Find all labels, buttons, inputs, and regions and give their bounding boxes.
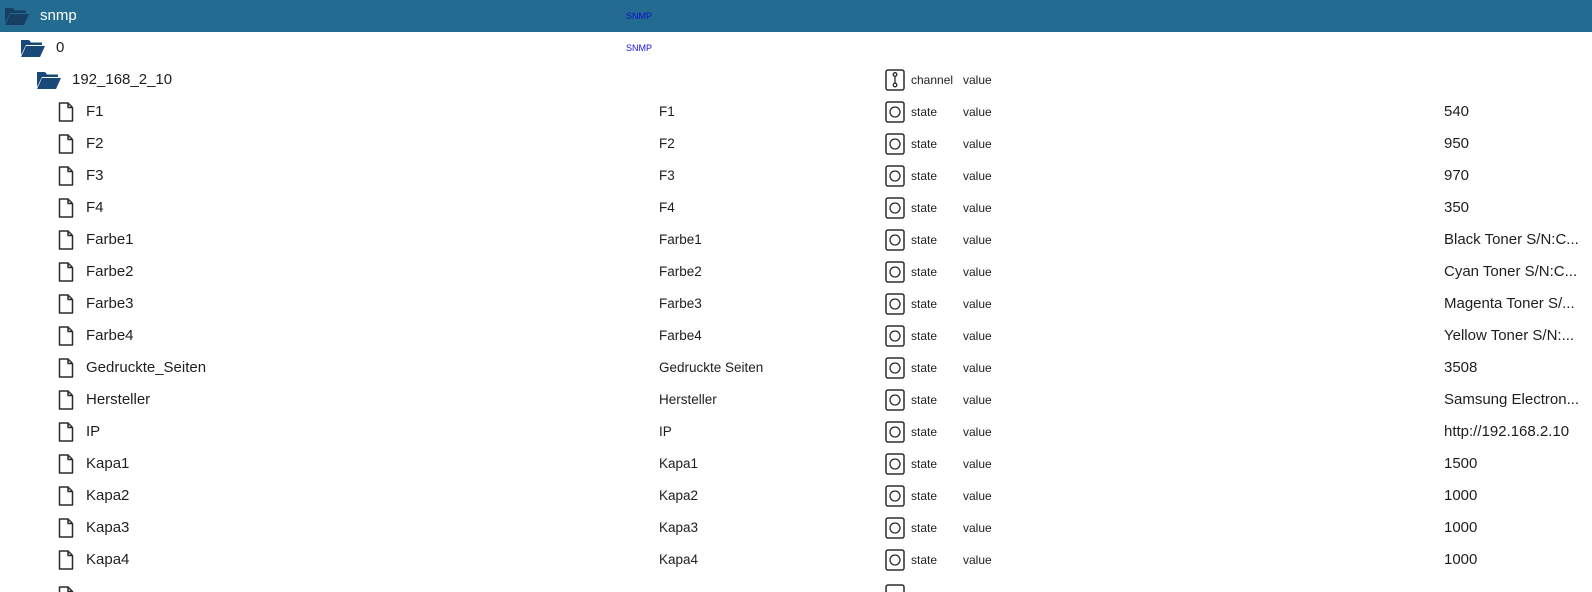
adapter-label: SNMP [626, 11, 653, 21]
state-icon [885, 517, 905, 539]
tree-row-state[interactable] [0, 352, 1592, 384]
object-role: value [963, 393, 992, 407]
state-icon [885, 389, 905, 411]
state-name: Farbe3 [86, 295, 134, 312]
file-icon [58, 416, 74, 448]
tree-row-state[interactable] [0, 128, 1592, 160]
object-role: value [963, 521, 992, 535]
file-icon [58, 544, 74, 576]
state-name: Kapa2 [86, 487, 130, 504]
state-value[interactable]: 950 [1444, 135, 1470, 152]
state-description: Farbe2 [659, 264, 702, 279]
state-value[interactable]: 1500 [1444, 455, 1478, 472]
state-description: Kapa1 [659, 456, 699, 471]
tree-row-state[interactable] [0, 512, 1592, 544]
file-icon [58, 580, 74, 592]
state-icon [885, 485, 905, 507]
file-icon [58, 224, 74, 256]
state-value[interactable]: 3508 [1444, 359, 1478, 376]
object-type: state [911, 521, 938, 535]
object-type: state [911, 329, 938, 343]
tree-row-state[interactable] [0, 384, 1592, 416]
state-name: Kapa1 [86, 455, 130, 472]
object-type: state [911, 137, 938, 151]
state-value[interactable]: 350 [1444, 199, 1470, 216]
object-type: state [911, 425, 938, 439]
object-role: value [963, 457, 992, 471]
object-role: value [963, 137, 992, 151]
object-role: value [963, 169, 992, 183]
file-icon [58, 160, 74, 192]
state-icon [885, 549, 905, 571]
object-type: state [911, 297, 938, 311]
file-icon [58, 288, 74, 320]
state-description: F2 [659, 136, 675, 151]
state-name: Kapa3 [86, 519, 130, 536]
tree-row-partial [0, 576, 1592, 592]
state-description: Kapa4 [659, 552, 699, 567]
state-name: Gedruckte_Seiten [86, 359, 207, 376]
object-type: state [911, 457, 938, 471]
state-name: Kapa4 [86, 551, 130, 568]
state-value[interactable]: Yellow Toner S/N:... [1444, 327, 1575, 344]
tree-row-state[interactable] [0, 448, 1592, 480]
folder-open-icon[interactable] [4, 0, 30, 32]
state-description: Hersteller [659, 392, 717, 407]
state-name: F3 [86, 167, 104, 184]
object-role: value [963, 425, 992, 439]
state-name: F2 [86, 135, 104, 152]
channel-icon [885, 69, 905, 91]
object-role: value [963, 201, 992, 215]
object-type: state [911, 361, 938, 375]
file-icon [58, 352, 74, 384]
state-icon [885, 421, 905, 443]
state-name: IP [86, 423, 101, 440]
file-icon [58, 128, 74, 160]
state-description: F4 [659, 200, 675, 215]
state-description: Kapa2 [659, 488, 699, 503]
state-value[interactable]: 970 [1444, 167, 1470, 184]
folder-open-icon[interactable] [20, 32, 46, 64]
object-role: value [963, 361, 992, 375]
state-name: Farbe2 [86, 263, 134, 280]
adapter-label: SNMP [626, 43, 653, 53]
state-name: Hersteller [86, 391, 151, 408]
state-name: F1 [86, 103, 104, 120]
state-value[interactable]: 540 [1444, 103, 1470, 120]
file-icon [58, 320, 74, 352]
object-role: value [963, 105, 992, 119]
state-name: Farbe4 [86, 327, 134, 344]
root-name: snmp [40, 7, 77, 24]
object-role: value [963, 265, 992, 279]
object-role: value [963, 297, 992, 311]
object-role: value [963, 329, 992, 343]
state-icon [885, 453, 905, 475]
state-description: Farbe3 [659, 296, 702, 311]
state-icon [885, 261, 905, 283]
tree-row-state[interactable] [0, 160, 1592, 192]
file-icon [58, 96, 74, 128]
tree-row-state[interactable] [0, 288, 1592, 320]
state-icon [885, 133, 905, 155]
file-icon [58, 192, 74, 224]
object-type: state [911, 201, 938, 215]
tree-row-root[interactable] [0, 0, 1592, 32]
object-type: channel [911, 73, 954, 87]
state-value[interactable]: Magenta Toner S/... [1444, 295, 1575, 312]
state-name: F4 [86, 199, 104, 216]
file-icon [58, 512, 74, 544]
instance-name: 0 [56, 39, 65, 56]
tree-row-channel[interactable] [0, 64, 1592, 96]
object-type: state [911, 105, 938, 119]
state-rows [0, 96, 1592, 576]
file-icon [58, 480, 74, 512]
object-role: value [963, 73, 992, 87]
state-icon [885, 101, 905, 123]
state-icon [885, 325, 905, 347]
folder-open-icon[interactable] [36, 64, 62, 96]
tree-row-state[interactable] [0, 480, 1592, 512]
state-icon [885, 165, 905, 187]
object-type: state [911, 489, 938, 503]
file-icon [58, 384, 74, 416]
state-icon [885, 229, 905, 251]
state-description: Farbe4 [659, 328, 702, 343]
tree-row-state[interactable] [0, 192, 1592, 224]
state-value[interactable]: Cyan Toner S/N:C... [1444, 263, 1578, 280]
state-value[interactable]: Samsung Electron... [1444, 391, 1580, 408]
state-name: Farbe1 [86, 231, 134, 248]
object-role: value [963, 553, 992, 567]
file-icon [58, 448, 74, 480]
channel-name: 192_168_2_10 [72, 71, 173, 88]
state-description: Kapa3 [659, 520, 699, 535]
tree-row-state[interactable] [0, 224, 1592, 256]
object-type: state [911, 169, 938, 183]
state-value[interactable]: 1000 [1444, 551, 1478, 568]
state-description: IP [659, 424, 672, 439]
state-value[interactable]: 1000 [1444, 487, 1478, 504]
file-icon [58, 256, 74, 288]
object-type: state [911, 265, 938, 279]
tree-row-state[interactable] [0, 544, 1592, 576]
state-value[interactable]: http://192.168.2.10 [1444, 423, 1570, 440]
state-description: F1 [659, 104, 675, 119]
state-value[interactable]: 1000 [1444, 519, 1478, 536]
object-type: state [911, 553, 938, 567]
tree-row-state[interactable] [0, 416, 1592, 448]
object-type: state [911, 233, 938, 247]
state-value[interactable]: Black Toner S/N:C... [1444, 231, 1579, 248]
state-description: F3 [659, 168, 675, 183]
state-description: Gedruckte Seiten [659, 360, 764, 375]
state-description: Farbe1 [659, 232, 702, 247]
object-type: state [911, 393, 938, 407]
state-icon [885, 357, 905, 379]
tree-row-state[interactable] [0, 256, 1592, 288]
object-role: value [963, 489, 992, 503]
tree-row-state[interactable] [0, 320, 1592, 352]
tree-row-instance[interactable] [0, 32, 1592, 64]
tree-row-state[interactable] [0, 96, 1592, 128]
state-icon [885, 293, 905, 315]
object-role: value [963, 233, 992, 247]
state-icon [885, 197, 905, 219]
state-icon [885, 584, 905, 592]
